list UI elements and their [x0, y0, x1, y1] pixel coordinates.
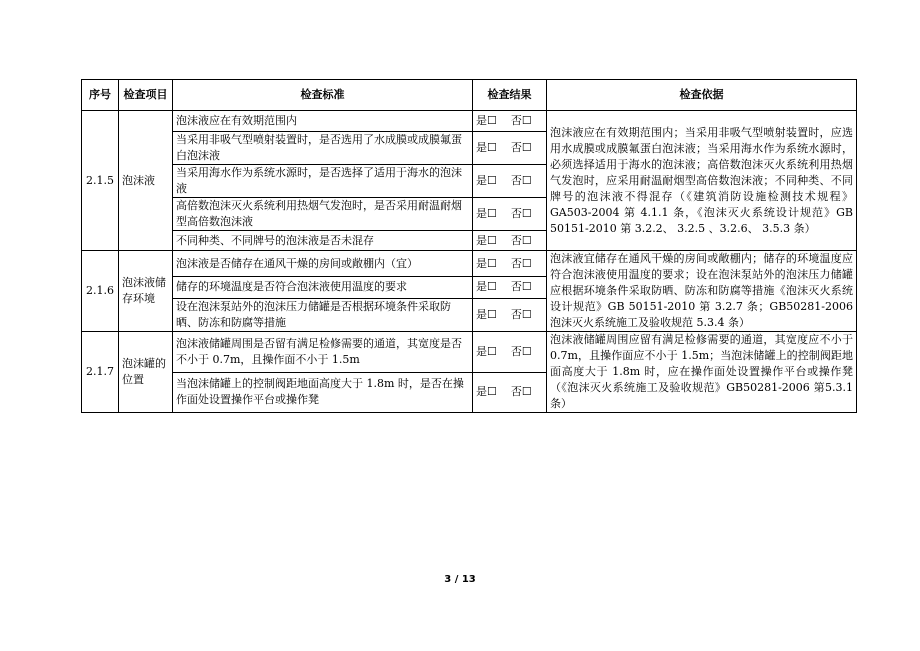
yes-checkbox[interactable]: 是☐	[476, 256, 497, 270]
table-header-row	[82, 80, 857, 111]
yes-checkbox[interactable]: 是☐	[476, 233, 497, 247]
no-checkbox[interactable]: 否☐	[510, 174, 532, 187]
no-checkbox[interactable]: 否☐	[510, 207, 532, 220]
inspection-result	[473, 111, 547, 132]
inspection-result	[473, 251, 547, 277]
inspection-standard: 高倍数泡沫灭火系统利用热烟气发泡时，是否采用耐温耐烟型高倍数泡沫液	[173, 198, 473, 231]
header-basis: 检查依据	[547, 80, 857, 111]
inspection-result	[473, 277, 547, 298]
section-number: 2.1.7	[82, 332, 119, 413]
yes-checkbox[interactable]: 是☐	[476, 280, 497, 294]
yes-checkbox[interactable]: 是☐	[476, 174, 497, 187]
inspection-result	[473, 132, 547, 165]
inspection-standard: 泡沫液储罐周围是否留有满足检修需要的通道，其宽度是否不小于 0.7m，且操作面不小于 1.5m	[173, 332, 473, 373]
no-checkbox[interactable]: 否☐	[510, 307, 532, 321]
header-item: 检查项目	[119, 80, 173, 111]
inspection-standard: 不同种类、不同牌号的泡沫液是否未混存	[173, 231, 473, 251]
yes-checkbox[interactable]: 是☐	[476, 385, 497, 399]
inspection-basis: 泡沫液宜储存在通风干燥的房间或敞棚内；储存的环境温度应符合泡沫液使用温度的要求；设在泡沫泵站外的泡沫压力储罐应根据环境条件采取防晒、防冻和防腐等措施《泡沫灭火系统设计规范》GB 50151-2010 第 3.2.7 条；GB50281-2006 泡沫灭火系统施工及验收规范 5.3.4 条）	[547, 251, 857, 332]
inspection-result	[473, 372, 547, 413]
yes-checkbox[interactable]: 是☐	[476, 344, 497, 358]
inspection-basis: 泡沫液储罐周围应留有满足检修需要的通道，其宽度应不小于 0.7m，且操作面应不小于 1.5m；当泡沫储罐上的控制阀距地面高度大于 1.8m 时，应在操作面处设置操作平台或操作凳（《泡沫灭火系统施工及验收规范》GB50281-2006 第5.3.1 条）	[547, 332, 857, 413]
section-number: 2.1.6	[82, 251, 119, 332]
inspection-standard: 当泡沫储罐上的控制阀距地面高度大于 1.8m 时，是否在操作面处设置操作平台或操作凳	[173, 372, 473, 413]
header-no: 序号	[82, 80, 119, 111]
inspection-item: 泡沫罐的位置	[119, 332, 173, 413]
inspection-result	[473, 332, 547, 373]
inspection-standard: 储存的环境温度是否符合泡沫液使用温度的要求	[173, 277, 473, 298]
header-standard: 检查标准	[173, 80, 473, 111]
inspection-standard: 泡沫液应在有效期范围内	[173, 111, 473, 132]
inspection-standard: 当采用海水作为系统水源时，是否选择了适用于海水的泡沫液	[173, 165, 473, 198]
inspection-item: 泡沫液储存环境	[119, 251, 173, 332]
section-number: 2.1.5	[82, 111, 119, 251]
yes-checkbox[interactable]: 是☐	[476, 207, 497, 220]
inspection-standard: 当采用非吸气型喷射装置时，是否选用了水成膜或成膜氟蛋白泡沫液	[173, 132, 473, 165]
header-result: 检查结果	[473, 80, 547, 111]
inspection-result	[473, 165, 547, 198]
inspection-basis: 泡沫液应在有效期范围内；当采用非吸气型喷射装置时，应选用水成膜或成膜氟蛋白泡沫液；当采用海水作为系统水源时，必须选择适用于海水的泡沫液；高倍数泡沫灭火系统利用热烟气发泡时，应采用耐温耐烟型高倍数泡沫液；不同种类、不同牌号的泡沫液不得混存（《建筑消防设施检测技术规程》GA503-2004 第 4.1.1 条，《泡沫灭火系统设计规范》GB 50151-2010 第 3.2.2、 3.2.5 、3.2.6、 3.5.3 条）	[547, 111, 857, 251]
table-row	[82, 251, 857, 277]
inspection-item: 泡沫液	[119, 111, 173, 251]
no-checkbox[interactable]: 否☐	[510, 256, 532, 270]
no-checkbox[interactable]: 否☐	[510, 114, 532, 127]
table-row	[82, 332, 857, 373]
no-checkbox[interactable]: 否☐	[510, 344, 532, 358]
yes-checkbox[interactable]: 是☐	[476, 141, 497, 154]
inspection-standard: 设在泡沫泵站外的泡沫压力储罐是否根据环境条件采取防晒、防冻和防腐等措施	[173, 298, 473, 331]
inspection-table	[81, 79, 857, 413]
inspection-result	[473, 198, 547, 231]
no-checkbox[interactable]: 否☐	[510, 280, 532, 294]
inspection-result	[473, 231, 547, 251]
page-number: 3 / 13	[444, 574, 476, 585]
inspection-result	[473, 298, 547, 331]
inspection-standard: 泡沫液是否储存在通风干燥的房间或敞棚内（宜）	[173, 251, 473, 277]
no-checkbox[interactable]: 否☐	[510, 385, 532, 399]
yes-checkbox[interactable]: 是☐	[476, 307, 497, 321]
no-checkbox[interactable]: 否☐	[510, 141, 532, 154]
table-row	[82, 111, 857, 132]
table-body	[82, 111, 857, 413]
yes-checkbox[interactable]: 是☐	[476, 114, 497, 127]
no-checkbox[interactable]: 否☐	[510, 233, 532, 247]
